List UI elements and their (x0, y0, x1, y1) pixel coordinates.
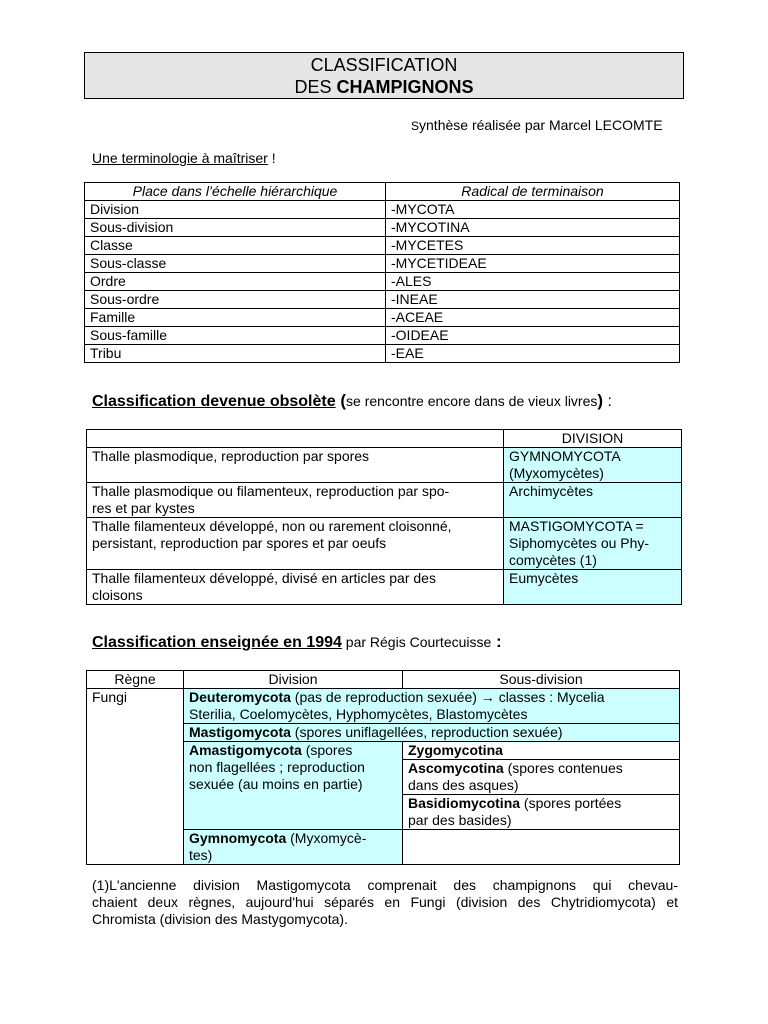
suffix-cell: -MYCOTA (386, 201, 680, 219)
suffix-cell: -MYCETIDEAE (386, 255, 680, 273)
rank-cell: Famille (85, 309, 386, 327)
rank-cell: Tribu (85, 345, 386, 363)
zygomycotina-cell (403, 742, 680, 760)
obsolete-title: Classification devenue obsolète (92, 393, 336, 410)
taught-subtitle: par Régis Courtecuisse (341, 634, 492, 650)
author-line (411, 117, 663, 133)
description-text: Thalle filamenteux développé, divisé en articles par des (92, 570, 436, 586)
description-text: cloisons (92, 587, 143, 603)
description-text: res et par kystes (92, 500, 195, 516)
division-text: Siphomycètes ou Phy- (509, 535, 650, 551)
suffix-cell: -ACEAE (386, 309, 680, 327)
table-header-row (87, 671, 680, 689)
description-text: Thalle plasmodique ou filamenteux, reproduction par spo- (92, 483, 450, 499)
header-empty (87, 430, 504, 448)
description-cell (87, 518, 504, 570)
obsolete-subtitle: se rencontre encore dans de vieux livres (346, 393, 598, 409)
basidiomycotina-desc-2: par des basides) (408, 812, 512, 828)
table-row (87, 448, 682, 483)
division-cell (504, 570, 682, 605)
rank-cell: Sous-classe (85, 255, 386, 273)
deuteromycota-name: Deuteromycota (189, 689, 291, 705)
table-header-row (87, 430, 682, 448)
mastigomycota-cell (184, 724, 680, 742)
suffix-cell: -MYCETES (386, 237, 680, 255)
description-text: persistant, reproduction par spores et par oeufs (92, 535, 387, 551)
obsolete-colon: : (603, 393, 612, 410)
terminology-table (84, 182, 680, 363)
description-text: Thalle filamenteux développé, non ou rarement cloisonné, (92, 518, 452, 534)
footnote (92, 877, 678, 928)
header-sous-division: Sous-division (403, 671, 680, 689)
title-line-2 (85, 76, 683, 98)
author-text: ynthèse réalisée par Marcel LECOMTE (419, 117, 663, 133)
suffix-cell: -MYCOTINA (386, 219, 680, 237)
description-text: Thalle plasmodique, reproduction par spores (92, 448, 370, 464)
gymnomycota-desc: (Myxomycè- (286, 830, 367, 846)
header-place: Place dans l’échelle hiérarchique (85, 183, 386, 201)
zygomycotina-name: Zygomycotina (408, 742, 503, 758)
amastigomycota-name: Amastigomycota (189, 742, 302, 758)
division-text: GYMNOMYCOTA (509, 448, 621, 464)
suffix-cell: -INEAE (386, 291, 680, 309)
header-division: Division (184, 671, 403, 689)
table-row (87, 483, 682, 518)
table-row (85, 345, 680, 363)
division-cell (504, 518, 682, 570)
rank-cell: Sous-famille (85, 327, 386, 345)
header-regne: Règne (87, 671, 184, 689)
author-initial: S (411, 119, 420, 133)
obsolete-paren-open: ( (335, 391, 347, 410)
suffix-cell: -EAE (386, 345, 680, 363)
amastigomycota-desc-2: non flagellées ; reproduction (189, 759, 365, 775)
division-text: (Myxomycètes) (509, 465, 604, 481)
gymnomycota-desc-2: tes) (189, 847, 213, 863)
terminology-heading-text: Une terminologie à maîtriser (92, 150, 268, 166)
header-division: DIVISION (504, 430, 682, 448)
footnote-line-2: chaient deux règnes, aujourd'hui séparés en Fungi (division des Chytridiomycota) et (92, 894, 678, 910)
table-row (87, 689, 680, 724)
empty-cell (403, 830, 680, 865)
obsolete-table (86, 429, 682, 605)
table-row (85, 327, 680, 345)
obsolete-paren-close: ) (597, 391, 604, 410)
obsolete-heading (92, 391, 612, 411)
division-cell (504, 483, 682, 518)
taught-colon: : (491, 632, 502, 651)
amastigomycota-desc: (spores (301, 742, 353, 758)
taught-table (86, 670, 680, 865)
rank-cell: Sous-division (85, 219, 386, 237)
regne-text: Fungi (92, 689, 128, 705)
deuteromycota-desc-2: Sterilia, Coelomycètes, Hyphomycètes, Blastomycètes (189, 706, 528, 722)
taught-title: Classification enseignée en 1994 (92, 634, 342, 651)
deuteromycota-desc: (pas de reproduction sexuée) → classes : Mycelia (290, 689, 605, 705)
title-line-1: CLASSIFICATION (310, 55, 458, 75)
regne-cell (87, 689, 184, 865)
ascomycotina-desc-2: dans des asques) (408, 777, 519, 793)
deuteromycota-cell (184, 689, 680, 724)
division-text: comycètes (1) (509, 552, 597, 568)
document-title (84, 52, 684, 99)
division-text: MASTIGOMYCOTA = (509, 518, 644, 534)
table-row (85, 309, 680, 327)
title-bold: CHAMPIGNONS (336, 77, 474, 97)
basidiomycotina-cell (403, 795, 680, 830)
terminology-heading-suffix: ! (267, 150, 276, 166)
ascomycotina-cell (403, 760, 680, 795)
division-text: Eumycètes (509, 570, 579, 586)
amastigomycota-desc-3: sexuée (au moins en partie) (189, 776, 363, 792)
basidiomycotina-name: Basidiomycotina (408, 795, 521, 811)
footnote-line-3: Chromista (division des Mastygomycota). (92, 911, 348, 927)
table-row (85, 201, 680, 219)
suffix-cell: -OIDEAE (386, 327, 680, 345)
description-cell (87, 483, 504, 518)
taught-heading (92, 632, 502, 652)
division-cell (504, 448, 682, 483)
table-row (87, 518, 682, 570)
description-cell (87, 448, 504, 483)
table-row (85, 219, 680, 237)
amastigomycota-cell (184, 742, 403, 830)
table-header-row (85, 183, 680, 201)
title-prefix: DES (294, 77, 337, 97)
table-row (87, 570, 682, 605)
ascomycotina-name: Ascomycotina (408, 760, 504, 776)
mastigomycota-desc: (spores uniflagellées, reproduction sexuée) (290, 724, 563, 740)
table-row (85, 291, 680, 309)
division-text: Archimycètes (509, 483, 594, 499)
rank-cell: Classe (85, 237, 386, 255)
footnote-line-1: (1)L'ancienne division Mastigomycota comprenait des champignons qui chevau- (92, 877, 678, 893)
ascomycotina-desc: (spores contenues (503, 760, 623, 776)
rank-cell: Division (85, 201, 386, 219)
mastigomycota-name: Mastigomycota (189, 724, 291, 740)
table-row (85, 273, 680, 291)
terminology-heading (92, 150, 276, 166)
rank-cell: Sous-ordre (85, 291, 386, 309)
description-cell (87, 570, 504, 605)
header-radical: Radical de terminaison (386, 183, 680, 201)
basidiomycotina-desc: (spores portées (520, 795, 622, 811)
rank-cell: Ordre (85, 273, 386, 291)
table-row (85, 237, 680, 255)
table-row (85, 255, 680, 273)
suffix-cell: -ALES (386, 273, 680, 291)
gymnomycota-cell (184, 830, 403, 865)
gymnomycota-name: Gymnomycota (189, 830, 287, 846)
